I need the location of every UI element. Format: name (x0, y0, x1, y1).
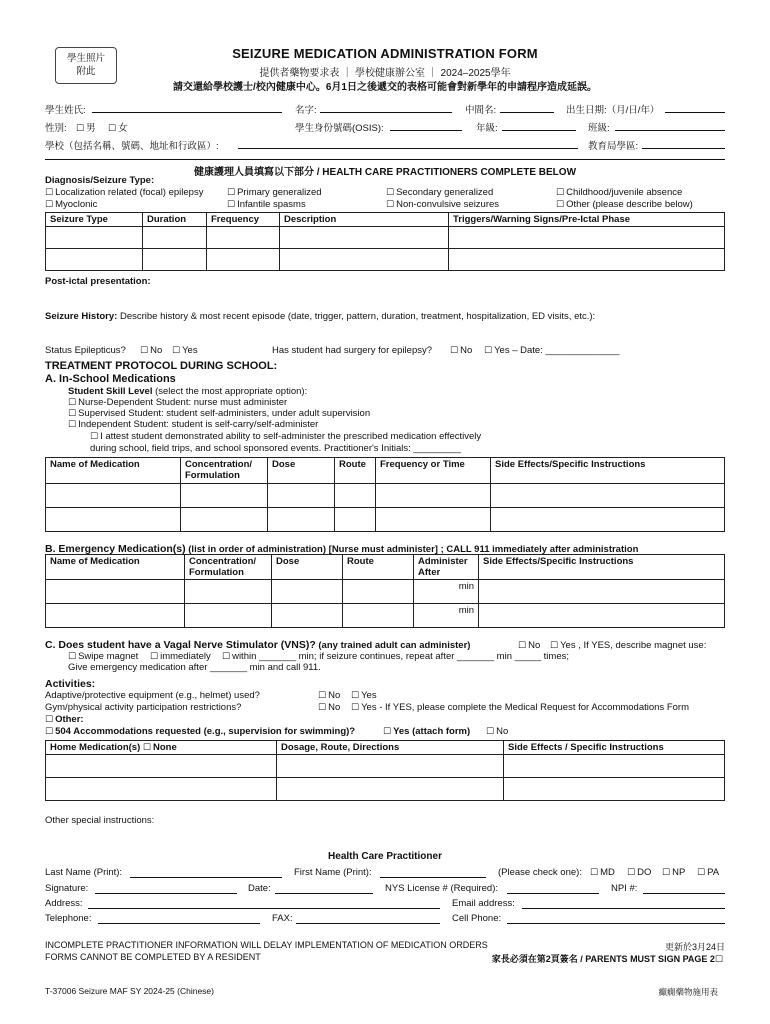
post-ictal-label: Post-ictal presentation: (45, 276, 151, 287)
parents-sign-notice (492, 952, 725, 965)
table-row[interactable] (46, 580, 725, 604)
col-concentration: Concentration/ Formulation (181, 458, 268, 484)
in-school-med-table (45, 457, 725, 532)
osis-label: 學生身份號碼(OSIS): (295, 123, 384, 134)
table-row[interactable] (46, 755, 725, 778)
col-frequency-time: Frequency or Time (376, 458, 491, 484)
student-first-name-field[interactable] (320, 112, 452, 113)
skill-independent-checkbox[interactable]: ☐ Independent Student: student is self-carry/self-administer (68, 419, 318, 430)
hcp-do-checkbox[interactable]: ☐ DO (627, 867, 651, 878)
diagnosis-label: Diagnosis/Seizure Type: (45, 175, 155, 186)
hcp-npi-label: NPI #: (611, 883, 638, 894)
student-last-name-field[interactable] (92, 112, 282, 113)
table-row[interactable] (46, 604, 725, 628)
skill-level (68, 386, 307, 397)
gym-no-checkbox[interactable]: ☐ No (318, 702, 340, 713)
vns-within-checkbox[interactable]: ☐ within _______ min; if seizure continues, repeat after _______ min _____ times; (222, 651, 569, 662)
other-activity-checkbox[interactable]: ☐ Other: (45, 714, 84, 725)
class-field[interactable] (615, 130, 725, 131)
gym-yes-checkbox[interactable]: ☐ Yes - If YES, please complete the Medical Request for Accommodations Form (351, 702, 689, 713)
hcp-pa-checkbox[interactable]: ☐ PA (697, 867, 719, 878)
col-home-dosage: Dosage, Route, Directions (277, 741, 504, 755)
student-middle-name-label: 中間名: (465, 105, 497, 116)
hcp-date-label: Date: (248, 883, 271, 894)
hcp-fax-field[interactable] (296, 923, 440, 924)
diag-infantile-spasms-checkbox[interactable]: ☐ Infantile spasms (227, 199, 306, 210)
diag-focal-checkbox[interactable]: ☐ Localization related (focal) epilepsy (45, 187, 203, 198)
sex-label: 性別: (45, 123, 67, 134)
photo-label-attach: 附此 (76, 66, 96, 77)
student-first-name-label: 名字: (295, 105, 317, 116)
hcp-address-label: Address: (45, 898, 83, 909)
col-home-side-effects: Side Effects / Specific Instructions (504, 741, 725, 755)
hcp-license-label: NYS License # (Required): (385, 883, 498, 894)
hcp-telephone-label: Telephone: (45, 913, 92, 924)
surgery-no-checkbox[interactable]: ☐ No (450, 345, 472, 356)
hcp-last-name-field[interactable] (130, 877, 282, 878)
school-label: 學校（包括名稱、號碼、地址和行政區）: (45, 141, 219, 152)
return-notice: 請交還給學校護士/校內健康中心。6月1日之後遞交的表格可能會對新學年的申請程序造成延誤。 (173, 82, 597, 93)
hcp-first-name-field[interactable] (380, 877, 486, 878)
protocol-title: TREATMENT PROTOCOL DURING SCHOOL: (45, 360, 278, 372)
vns-yes-checkbox[interactable]: ☐ Yes , If YES, describe magnet use: (550, 640, 706, 651)
seizure-history (45, 311, 595, 322)
vns-title: C. Does student have a Vagal Nerve Stimulator (VNS)? (45, 639, 316, 651)
diag-myoclonic-checkbox[interactable]: ☐ Myoclonic (45, 199, 97, 210)
emergency-title: B. Emergency Medication(s) (45, 543, 186, 555)
diag-non-convulsive-checkbox[interactable]: ☐ Non-convulsive seizures (386, 199, 499, 210)
home-med-none-checkbox[interactable]: ☐ None (143, 742, 177, 753)
section-divider (45, 159, 725, 160)
col-frequency: Frequency (207, 213, 280, 227)
hcp-section-title: 健康護理人員填寫以下部分 / HEALTH CARE PRACTITIONERS COMPLETE BELOW (193, 167, 577, 178)
col-home-med (46, 741, 277, 755)
vns-no-checkbox[interactable]: ☐ No (518, 640, 540, 651)
hcp-cell-label: Cell Phone: (452, 913, 502, 924)
col-em-route: Route (343, 555, 414, 580)
form-subtitle: 提供者藥物要求表 ｜ 學校健康辦公室 ｜ 2024–2025學年 (259, 68, 511, 79)
col-em-administer-after: Administer After (414, 555, 479, 580)
status-epilepticus-label: Status Epilepticus? (45, 345, 126, 356)
status-yes-checkbox[interactable]: ☐ Yes (172, 345, 198, 356)
attest-checkbox[interactable]: ☐ I attest student demonstrated ability to self-administer the prescribed medication effectively (90, 431, 481, 442)
footer-warning-1: INCOMPLETE PRACTITIONER INFORMATION WILL DELAY IMPLEMENTATION OF MEDICATION ORDERS (45, 940, 488, 950)
col-seizure-type: Seizure Type (46, 213, 143, 227)
hcp-email-field[interactable] (522, 908, 725, 909)
footer-updated: 更新於3月24日 (664, 942, 725, 952)
hcp-check-label: (Please check one): (498, 867, 582, 878)
hcp-npi-field[interactable] (643, 893, 725, 894)
em-min-1: min (414, 580, 479, 604)
emergency-med-table (45, 554, 725, 628)
diag-primary-generalized-checkbox[interactable]: ☐ Primary generalized (227, 187, 322, 198)
emergency-note: (list in order of administration) [Nurse must administer] ; CALL 911 immediately after administration (188, 544, 639, 555)
photo-label: 學生照片 (66, 53, 105, 64)
hcp-first-name-label: First Name (Print): (294, 867, 372, 878)
hcp-md-checkbox[interactable]: ☐ MD (590, 867, 615, 878)
equipment-yes-checkbox[interactable]: ☐ Yes (351, 690, 377, 701)
student-last-name-label: 學生姓氏: (45, 105, 86, 116)
footer-warning-2: FORMS CANNOT BE COMPLETED BY A RESIDENT (45, 952, 261, 962)
diag-secondary-generalized-checkbox[interactable]: ☐ Secondary generalized (386, 187, 493, 198)
skill-level-hint: (select the most appropriate option): (155, 386, 308, 397)
seizure-history-label: Seizure History: (45, 311, 118, 322)
col-em-dose: Dose (272, 555, 343, 580)
col-description: Description (280, 213, 449, 227)
osis-field[interactable] (390, 130, 462, 131)
district-label: 教育局學區: (588, 141, 639, 152)
vns-give-emergency: Give emergency medication after _______ min and call 911. (68, 662, 321, 673)
sex-female-checkbox[interactable]: ☐ 女 (108, 120, 128, 134)
skill-level-label: Student Skill Level (68, 386, 153, 397)
student-middle-name-field[interactable] (500, 112, 554, 113)
activity-gym-q: Gym/physical activity participation restrictions? (45, 702, 242, 713)
hcp-address-field[interactable] (88, 908, 440, 909)
diag-childhood-absence-checkbox[interactable]: ☐ Childhood/juvenile absence (556, 187, 682, 198)
activity-equipment-q: Adaptive/protective equipment (e.g., helmet) used? (45, 690, 260, 701)
hcp-telephone-field[interactable] (98, 923, 260, 924)
other-instructions-label: Other special instructions: (45, 815, 155, 826)
diag-other-checkbox[interactable]: ☐ Other (please describe below) (556, 199, 693, 210)
col-em-concentration: Concentration/ Formulation (185, 555, 272, 580)
col-dose: Dose (268, 458, 335, 484)
col-triggers: Triggers/Warning Signs/Pre-Ictal Phase (449, 213, 725, 227)
hcp-license-field[interactable] (507, 893, 599, 894)
col-med-name: Name of Medication (46, 458, 181, 484)
acc-yes-checkbox[interactable]: ☐ Yes (attach form) (383, 726, 470, 737)
surgery-label: Has student had surgery for epilepsy? (272, 345, 433, 356)
home-med-table (45, 740, 725, 801)
practitioner-title: Health Care Practitioner (328, 851, 442, 862)
class-label: 班級: (588, 123, 610, 134)
hcp-signature-label: Signature: (45, 883, 89, 894)
hcp-signature-field[interactable] (95, 893, 237, 894)
acc-no-checkbox[interactable]: ☐ No (486, 726, 508, 737)
student-dob-field[interactable] (665, 112, 725, 113)
student-dob-label: 出生日期:（月/日/年） (566, 105, 660, 116)
grade-field[interactable] (502, 130, 576, 131)
col-side-effects: Side Effects/Specific Instructions (491, 458, 725, 484)
table-row[interactable] (46, 508, 725, 532)
sex-male-checkbox[interactable]: ☐ 男 (76, 120, 96, 134)
form-code: T-37006 Seizure MAF SY 2024-25 (Chinese) (45, 986, 214, 996)
form-name: 癲癇藥物施用表 (658, 987, 718, 997)
status-no-checkbox[interactable]: ☐ No (140, 345, 162, 356)
equipment-no-checkbox[interactable]: ☐ No (318, 690, 340, 701)
seizure-table (45, 212, 725, 271)
district-field[interactable] (642, 148, 725, 149)
hcp-cell-field[interactable] (507, 923, 725, 924)
surgery-yes-checkbox[interactable]: ☐ Yes – Date: ______________ (484, 345, 619, 356)
hcp-date-field[interactable] (275, 893, 373, 894)
skill-nurse-dependent-checkbox[interactable]: ☐ Nurse-Dependent Student: nurse must administer (68, 397, 287, 408)
hcp-last-name-label: Last Name (Print): (45, 867, 123, 878)
home-med-label: Home Medication(s) (50, 742, 141, 753)
seizure-history-text: Describe history & most recent episode (date, trigger, pattern, duration, treatment, hospitalization, ED visits, etc.): (119, 311, 596, 322)
table-row[interactable] (46, 227, 725, 249)
table-row[interactable] (46, 778, 725, 801)
vns-heading (45, 639, 470, 651)
col-em-side-effects: Side Effects/Specific Instructions (479, 555, 725, 580)
col-duration: Duration (143, 213, 207, 227)
col-route: Route (335, 458, 376, 484)
hcp-email-label: Email address: (452, 898, 515, 909)
grade-label: 年級: (476, 123, 498, 134)
attest-line2: during school, field trips, and school sponsored events. Practitioner's Initials: _________ (90, 443, 461, 454)
table-row[interactable] (46, 249, 725, 271)
form-title: SEIZURE MEDICATION ADMINISTRATION FORM (232, 46, 538, 61)
parents-sign-text: 家長必須在第2頁簽名 / PARENTS MUST SIGN PAGE 2 (491, 954, 715, 964)
activities-title: Activities: (45, 678, 96, 690)
vns-swipe-checkbox[interactable]: ☐ Swipe magnet (68, 651, 138, 662)
skill-supervised-checkbox[interactable]: ☐ Supervised Student: student self-administers, under adult supervision (68, 408, 370, 419)
in-school-meds-title: A. In-School Medications (45, 373, 176, 385)
vns-note: (any trained adult can administer) (318, 640, 471, 651)
col-em-med-name: Name of Medication (46, 555, 185, 580)
hcp-np-checkbox[interactable]: ☐ NP (662, 867, 685, 878)
table-row[interactable] (46, 484, 725, 508)
hcp-fax-label: FAX: (272, 913, 293, 924)
em-min-2: min (414, 604, 479, 628)
vns-immediately-checkbox[interactable]: ☐ immediately (150, 651, 211, 662)
acc-504-label: ☐ 504 Accommodations requested (e.g., supervision for swimming)? (45, 726, 355, 737)
school-field[interactable] (238, 148, 578, 149)
